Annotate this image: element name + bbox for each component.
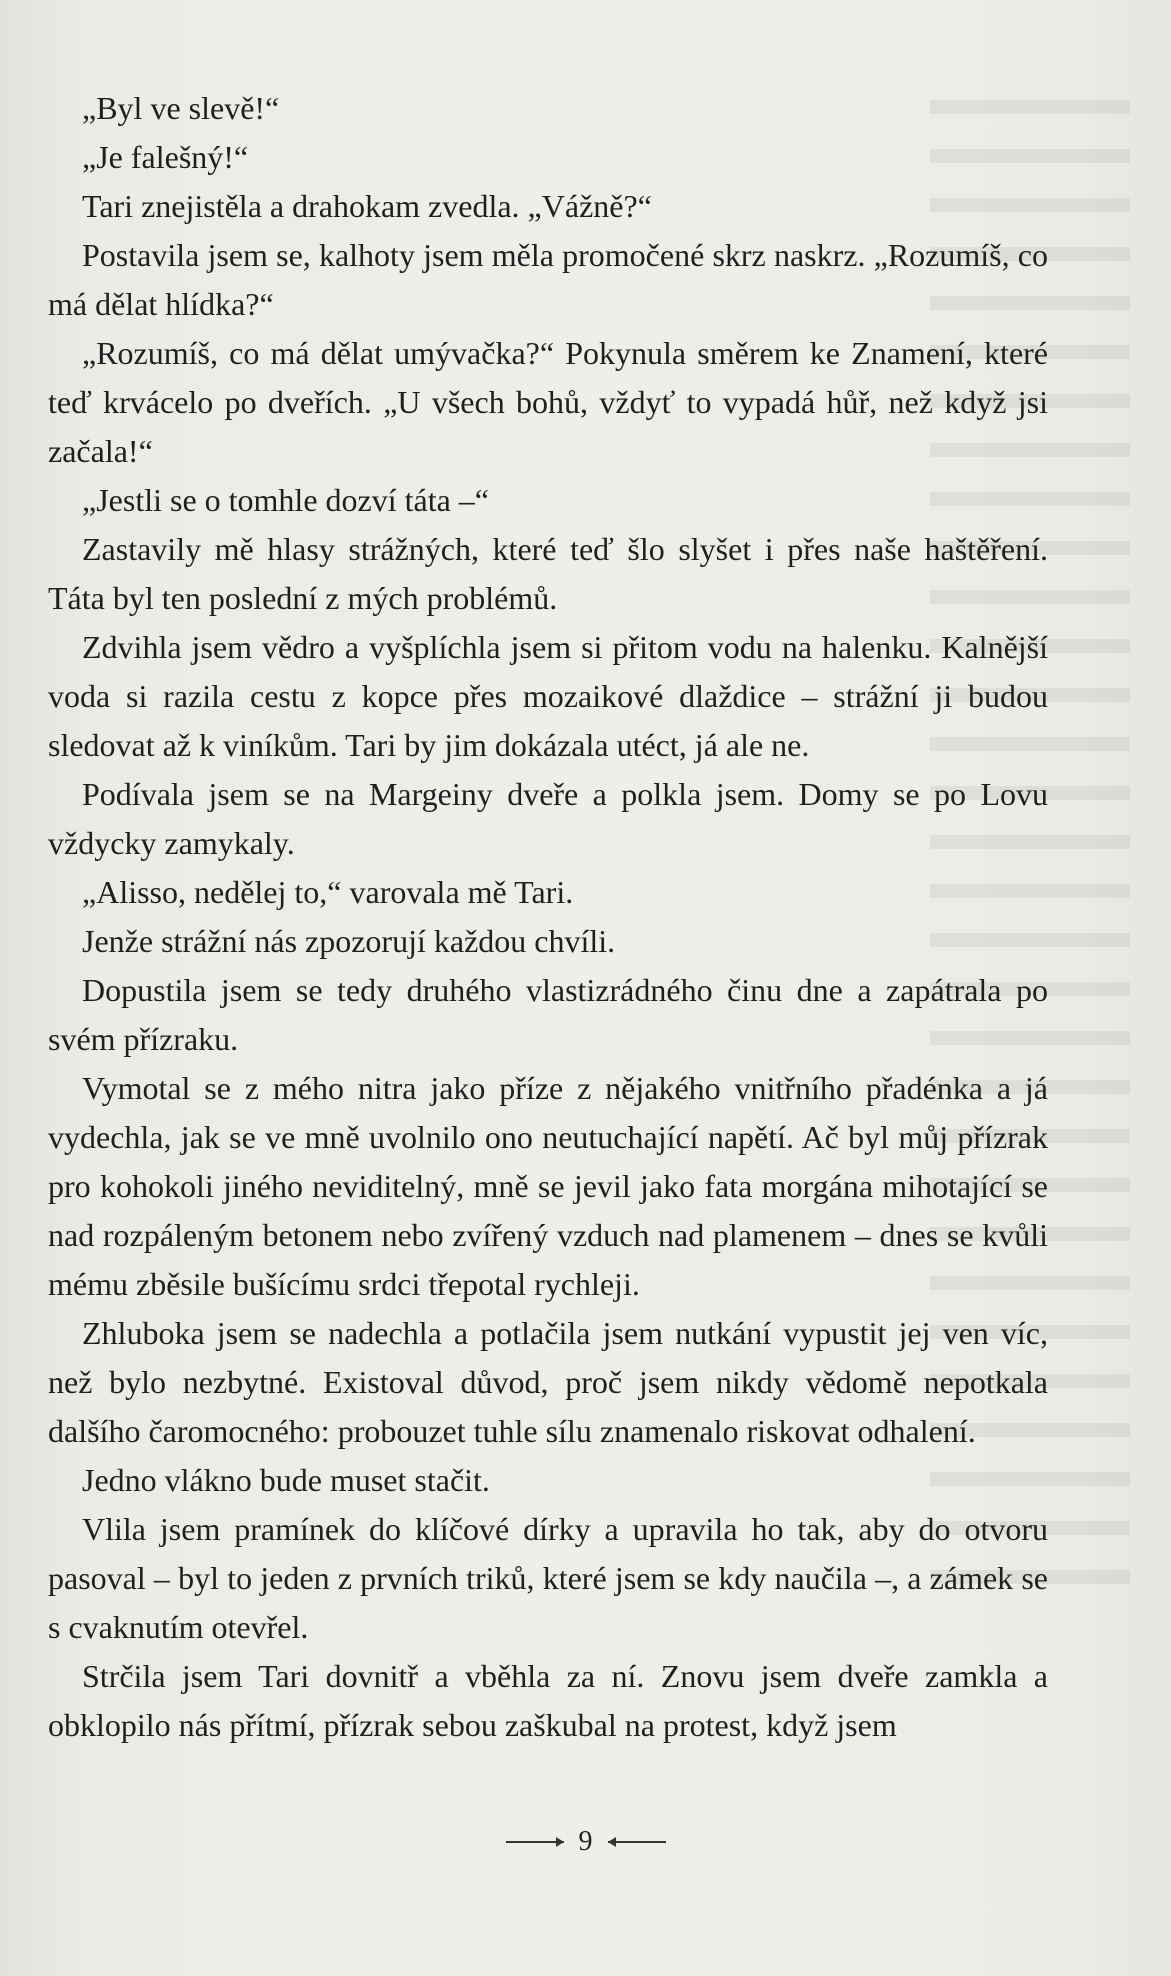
paragraph: Strčila jsem Tari dovnitř a vběhla za ní. Znovu jsem dveře zamkla a obklopilo nás přítmí, přízrak sebou zaškubal na protest, když jsem [48,1658,1048,1743]
paragraph: „Rozumíš, co má dělat umývačka?“ Pokynula směrem ke Znamení, které teď krvácelo po dveřích. „U všech bohů, vždyť to vypadá hůř, než když jsi začala!“ [48,335,1048,469]
paragraph: Tari znejistěla a drahokam zvedla. „Vážně?“ [82,188,652,224]
paragraph: „Je falešný!“ [82,139,249,175]
paragraph: „Jestli se o tomhle dozví táta –“ [82,482,489,518]
paragraph: Jenže strážní nás zpozorují každou chvíli. [82,923,616,959]
page-number: 9 [578,1825,593,1857]
paragraph: Zhluboka jsem se nadechla a potlačila jsem nutkání vypustit jej ven víc, než bylo nezbytné. Existoval důvod, proč jsem nikdy vědomě nepotkala dalšího čaromocného: probouzet tuhle sílu znamenalo riskovat odhalení. [48,1315,1048,1449]
paragraph: „Alisso, nedělej to,“ varovala mě Tari. [82,874,574,910]
paragraph: Jedno vlákno bude muset stačit. [82,1462,490,1498]
body-text [48,84,1048,1750]
paragraph: Zdvihla jsem vědro a vyšplíchla jsem si přitom vodu na halenku. Kalnější voda si razila cestu z kopce přes mozaikové dlaždice – strážní ji budou sledovat až k viníkům. Tari by jim dokázala utéct, já ale ne. [48,629,1048,763]
paragraph: „Byl ve slevě!“ [82,90,280,126]
paragraph: Postavila jsem se, kalhoty jsem měla promočené skrz naskrz. „Rozumíš, co má dělat hlídka?“ [48,237,1048,322]
right-ornament-icon [608,1836,666,1848]
left-ornament-icon [506,1836,564,1848]
paragraph: Zastavily mě hlasy strážných, které teď šlo slyšet i přes naše haštěření. Táta byl ten poslední z mých problémů. [48,531,1048,616]
paragraph: Vlila jsem pramínek do klíčové dírky a upravila ho tak, aby do otvoru pasoval – byl to jeden z prvních triků, které jsem se kdy naučila –, a zámek se s cvaknutím otevřel. [48,1511,1048,1645]
paragraph: Dopustila jsem se tedy druhého vlastizrádného činu dne a zapátrala po svém přízraku. [48,972,1048,1057]
page-footer [0,1820,1171,1862]
paragraph: Podívala jsem se na Margeiny dveře a polkla jsem. Domy se po Lovu vždycky zamykaly. [48,776,1048,861]
paragraph: Vymotal se z mého nitra jako příze z nějakého vnitřního přadénka a já vydechla, jak se ve mně uvolnilo ono neutuchající napětí. Ač byl můj přízrak pro kohokoli jiného neviditelný, mně se jevil jako fata morgána mihotající se nad rozpáleným betonem nebo zvířený vzduch nad plamenem – dnes se kvůli mému zběsile bušícímu srdci třepotal rychleji. [48,1070,1048,1302]
